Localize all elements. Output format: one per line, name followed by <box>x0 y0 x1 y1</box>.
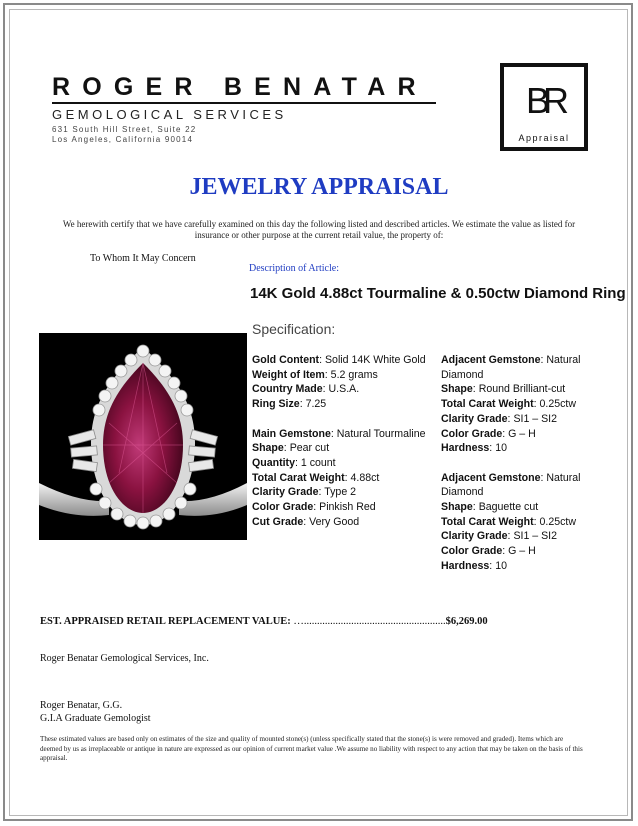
address-line-1: 631 South Hill Street, Suite 22 <box>52 125 197 134</box>
spec-row-weight: Weight of Item: 5.2 grams <box>252 368 378 381</box>
spec-row-adj2-hardness: Hardness: 10 <box>441 559 507 572</box>
company-division: GEMOLOGICAL SERVICES <box>52 107 287 122</box>
logo-label: Appraisal <box>518 133 570 143</box>
item-title: 14K Gold 4.88ct Tourmaline & 0.50ctw Diamond Ring <box>250 285 626 302</box>
logo-monogram: BR <box>525 80 562 121</box>
spec-row-adjacent-1: Adjacent Gemstone: Natural <box>441 354 581 366</box>
value-amount: $6,269.00 <box>445 616 488 627</box>
company-signature: Roger Benatar Gemological Services, Inc. <box>40 653 209 664</box>
value-leader-dots: …...................................................... <box>293 616 446 627</box>
spec-row-main-carat: Total Carat Weight: 4.88ct <box>252 471 380 484</box>
spec-row-adj1-carat: Total Carat Weight: 0.25ctw <box>441 398 577 411</box>
spec-row-adj2-clarity: Clarity Grade: SI1 – SI2 <box>441 530 558 543</box>
spec-row-cut: Cut Grade: Very Good <box>252 515 360 528</box>
ring-photo <box>39 333 247 540</box>
company-name: ROGER BENATAR <box>52 73 428 101</box>
spec-row-main-shape: Shape: Pear cut <box>252 442 330 455</box>
spec-row-country: Country Made: U.S.A. <box>252 383 360 396</box>
signer-name: Roger Benatar, G.G. <box>40 700 123 711</box>
spec-column-left <box>252 353 426 529</box>
spec-row-main-gemstone: Main Gemstone: Natural Tourmaline <box>252 427 426 440</box>
spec-row-adj2-color: Color Grade: G – H <box>441 545 536 558</box>
specification-label: Specification: <box>252 321 336 337</box>
letterhead <box>52 73 436 145</box>
ring-image <box>39 333 247 540</box>
company-address <box>52 125 436 145</box>
spec-row-adj1-clarity: Clarity Grade: SI1 – SI2 <box>441 412 558 425</box>
signer-title: G.I.A Graduate Gemologist <box>40 713 151 724</box>
spec-row-adj1-shape: Shape: Round Brilliant-cut <box>441 383 566 396</box>
spec-row-quantity: Quantity: 1 count <box>252 456 336 469</box>
document-title: JEWELRY APPRAISAL <box>189 174 449 200</box>
letterhead-rule <box>52 102 436 104</box>
spec-row-adj2-shape: Shape: Baguette cut <box>441 501 539 514</box>
spec-row-adjacent-2-cont: Diamond <box>441 486 484 499</box>
recipient: To Whom It May Concern <box>90 253 196 264</box>
spec-column-right <box>441 353 581 574</box>
spec-row-main-color: Color Grade: Pinkish Red <box>252 501 376 514</box>
spec-row-adjacent-1-cont: Diamond <box>441 368 484 381</box>
description-label: Description of Article: <box>249 263 339 274</box>
spec-row-adj1-color: Color Grade: G – H <box>441 427 536 440</box>
spec-row-adj1-hardness: Hardness: 10 <box>441 442 507 455</box>
address-line-2: Los Angeles, California 90014 <box>52 135 194 144</box>
spec-row-gold-content: Gold Content: Solid 14K White Gold <box>252 354 426 366</box>
spec-row-ring-size: Ring Size: 7.25 <box>252 398 327 411</box>
appraisal-logo <box>500 63 588 151</box>
spec-row-main-clarity: Clarity Grade: Type 2 <box>252 486 357 499</box>
spec-row-adjacent-2: Adjacent Gemstone: Natural <box>441 471 581 484</box>
signer-block <box>40 699 151 725</box>
certification-text: We herewith certify that we have carefully examined on this day the following listed and described articles. We estimate the value as listed for insurance or other purpose at the current retail value, the property of: <box>62 219 576 240</box>
value-label: EST. APPRAISED RETAIL REPLACEMENT VALUE: <box>40 616 291 627</box>
disclaimer-text: These estimated values are based only on estimates of the size and quality of mounted stone(s) (unless specifically stated that the stone(s) is were removed and graded). Items which are deemed by us as irreplaceable or antique in nature are expressed as our opinion of current market value .We assume no liability with respect to any action that may be taken on the basis of this appraisal. <box>40 735 583 763</box>
appraised-value <box>40 616 488 627</box>
spec-row-adj2-carat: Total Carat Weight: 0.25ctw <box>441 515 577 528</box>
